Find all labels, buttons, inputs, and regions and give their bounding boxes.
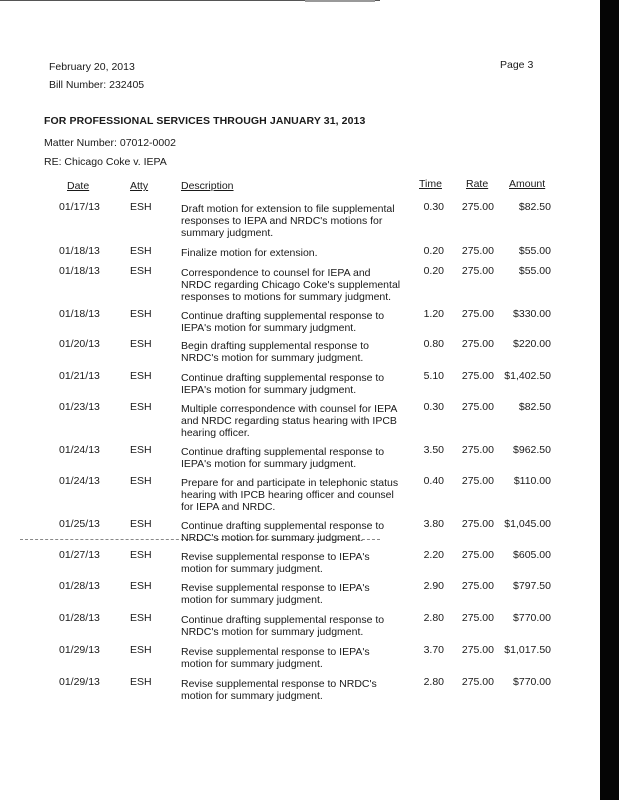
entry-date: 01/20/13	[59, 338, 100, 350]
entry-atty: ESH	[130, 676, 152, 688]
entry-rate: 275.00	[461, 401, 494, 413]
entry-amount: $770.00	[513, 676, 551, 688]
entry-atty: ESH	[130, 401, 152, 413]
entry-date: 01/29/13	[59, 644, 100, 656]
col-description: Description	[181, 180, 234, 192]
entry-rate: 275.00	[461, 580, 494, 592]
col-rate: Rate	[466, 178, 489, 190]
entry-rate: 275.00	[461, 676, 494, 688]
entry-atty: ESH	[130, 265, 152, 277]
entry-date: 01/18/13	[59, 265, 100, 277]
entry-date: 01/18/13	[59, 308, 100, 320]
entry-description: Multiple correspondence with counsel for IEPA and NRDC regarding status hearing with IPCB hearing officer.	[181, 403, 397, 439]
entry-atty: ESH	[130, 612, 152, 624]
entry-date: 01/29/13	[59, 676, 100, 688]
entry-date: 01/28/13	[59, 580, 100, 592]
entry-amount: $770.00	[513, 612, 551, 624]
entry-time: 2.90	[423, 580, 444, 592]
entry-time: 0.30	[423, 201, 444, 213]
entry-date: 01/24/13	[59, 475, 100, 487]
entry-rate: 275.00	[461, 475, 494, 487]
entry-description: Revise supplemental response to IEPA's motion for summary judgment.	[181, 582, 370, 606]
bill-date: February 20, 2013	[49, 61, 135, 73]
entry-time: 3.70	[423, 644, 444, 656]
col-time: Time	[419, 178, 442, 190]
entry-description: Continue drafting supplemental response to IEPA's motion for summary judgment.	[181, 372, 385, 396]
section-title: FOR PROFESSIONAL SERVICES THROUGH JANUARY 31, 2013	[44, 115, 366, 127]
entry-time: 0.20	[423, 265, 444, 277]
entry-atty: ESH	[130, 580, 152, 592]
entry-time: 2.20	[423, 549, 444, 561]
entry-date: 01/27/13	[59, 549, 100, 561]
entry-description: Continue drafting supplemental response to IEPA's motion for summary judgment.	[181, 446, 385, 470]
entry-atty: ESH	[130, 518, 152, 530]
entry-time: 0.80	[423, 338, 444, 350]
entry-description: Prepare for and participate in telephonic status hearing with IPCB hearing officer and counsel for IEPA and NRDC.	[181, 477, 399, 513]
col-date: Date	[67, 180, 90, 192]
entry-date: 01/18/13	[59, 245, 100, 257]
page-number: Page 3	[500, 59, 534, 71]
entry-atty: ESH	[130, 245, 152, 257]
entry-time: 3.50	[423, 444, 444, 456]
entry-atty: ESH	[130, 549, 152, 561]
entry-rate: 275.00	[461, 201, 494, 213]
entry-rate: 275.00	[461, 612, 494, 624]
entry-amount: $55.00	[518, 245, 551, 257]
entry-description: Finalize motion for extension.	[181, 247, 318, 259]
entry-atty: ESH	[130, 444, 152, 456]
entry-time: 1.20	[423, 308, 444, 320]
entry-date: 01/21/13	[59, 370, 100, 382]
entry-description: Begin drafting supplemental response to NRDC's motion for summary judgment.	[181, 340, 369, 364]
entry-amount: $1,017.50	[504, 644, 551, 656]
entry-atty: ESH	[130, 308, 152, 320]
entry-rate: 275.00	[461, 370, 494, 382]
col-atty: Atty	[130, 180, 149, 192]
entry-time: 2.80	[423, 612, 444, 624]
entry-date: 01/25/13	[59, 518, 100, 530]
entry-amount: $82.50	[518, 401, 551, 413]
entry-date: 01/28/13	[59, 612, 100, 624]
entry-time: 0.30	[423, 401, 444, 413]
bill-number: Bill Number: 232405	[49, 79, 145, 91]
entry-rate: 275.00	[461, 308, 494, 320]
entry-rate: 275.00	[461, 245, 494, 257]
entry-description: Continue drafting supplemental response to IEPA's motion for summary judgment.	[181, 310, 385, 334]
re-line: RE: Chicago Coke v. IEPA	[44, 156, 167, 168]
entry-time: 0.20	[423, 245, 444, 257]
entry-amount: $1,402.50	[504, 370, 551, 382]
entry-amount: $797.50	[513, 580, 551, 592]
entry-description: Draft motion for extension to file supplemental responses to IEPA and NRDC's motions for summary judgment.	[181, 203, 395, 239]
entry-description: Continue drafting supplemental response to NRDC's motion for summary judgment.	[181, 614, 385, 638]
entry-atty: ESH	[130, 644, 152, 656]
entry-rate: 275.00	[461, 444, 494, 456]
entry-date: 01/24/13	[59, 444, 100, 456]
entry-rate: 275.00	[461, 644, 494, 656]
entry-description: Revise supplemental response to NRDC's motion for summary judgment.	[181, 678, 377, 702]
entry-description: Continue drafting supplemental response to NRDC's motion for summary judgment.	[181, 520, 385, 544]
entry-atty: ESH	[130, 201, 152, 213]
entry-amount: $55.00	[518, 265, 551, 277]
col-amount: Amount	[509, 178, 546, 190]
matter-number: Matter Number: 07012-0002	[44, 137, 176, 149]
entry-atty: ESH	[130, 475, 152, 487]
entry-time: 2.80	[423, 676, 444, 688]
entry-date: 01/23/13	[59, 401, 100, 413]
entry-atty: ESH	[130, 370, 152, 382]
entry-amount: $330.00	[513, 308, 551, 320]
entry-description: Correspondence to counsel for IEPA and NRDC regarding Chicago Coke's supplemental responses to motions for summary judgment.	[181, 267, 401, 303]
entry-date: 01/17/13	[59, 201, 100, 213]
entry-atty: ESH	[130, 338, 152, 350]
scan-edge-bar	[600, 0, 619, 800]
entry-time: 5.10	[423, 370, 444, 382]
entry-time: 0.40	[423, 475, 444, 487]
entry-amount: $110.00	[513, 475, 551, 487]
entry-rate: 275.00	[461, 549, 494, 561]
entry-rate: 275.00	[461, 265, 494, 277]
entry-description: Revise supplemental response to IEPA's motion for summary judgment.	[181, 646, 370, 670]
scan-top-rule-mark	[305, 0, 375, 2]
entry-time: 3.80	[423, 518, 444, 530]
entry-description: Revise supplemental response to IEPA's motion for summary judgment.	[181, 551, 370, 575]
entry-amount: $82.50	[518, 201, 551, 213]
entry-amount: $962.50	[513, 444, 551, 456]
entry-rate: 275.00	[461, 338, 494, 350]
entry-amount: $220.00	[513, 338, 551, 350]
entry-amount: $605.00	[513, 549, 551, 561]
entry-amount: $1,045.00	[504, 518, 551, 530]
entry-rate: 275.00	[461, 518, 494, 530]
